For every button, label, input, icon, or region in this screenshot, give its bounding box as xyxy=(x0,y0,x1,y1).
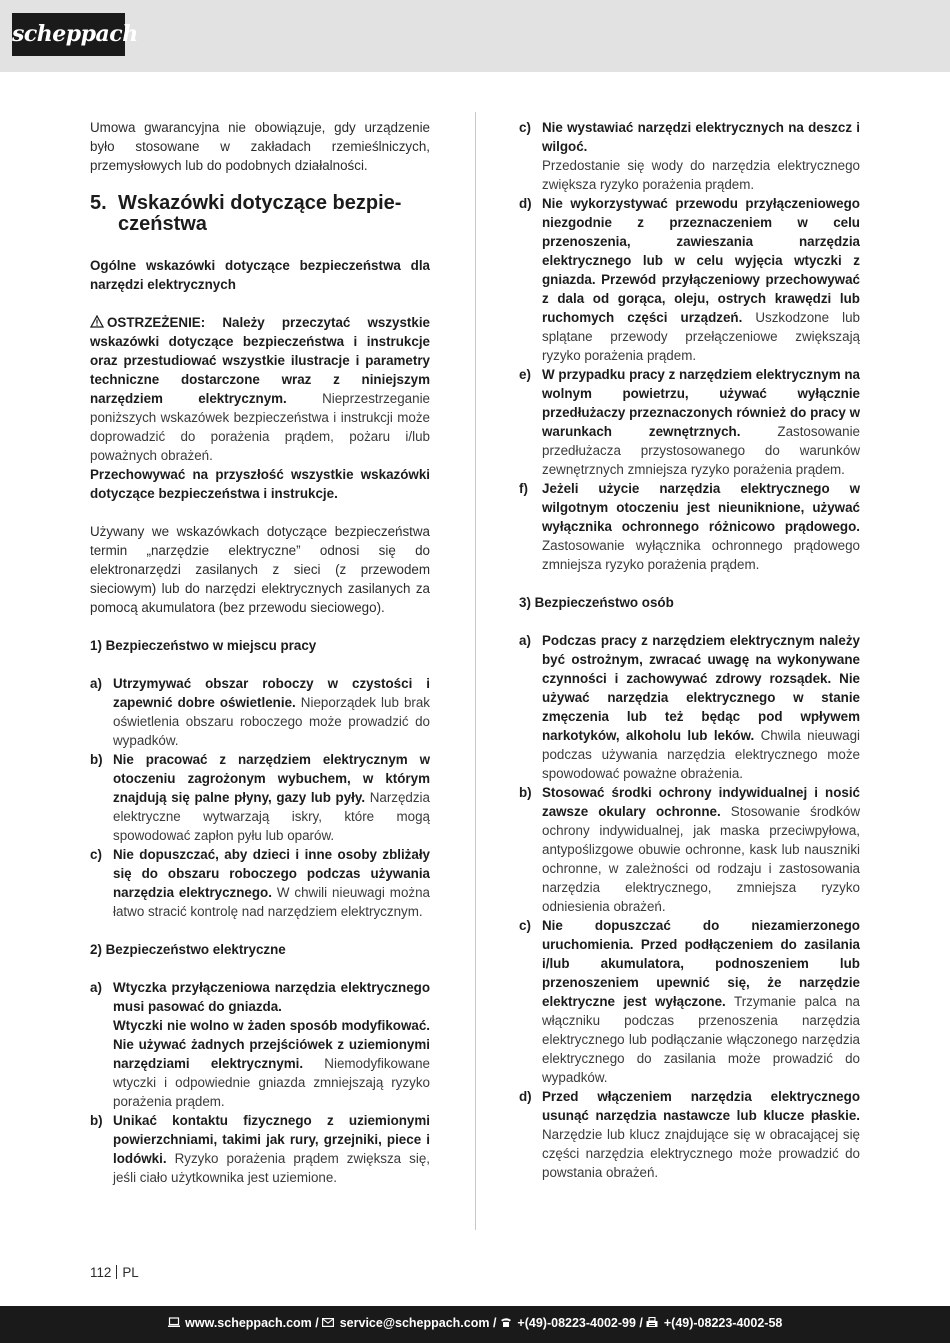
page-number: 112 xyxy=(90,1265,112,1280)
item-text: Narzędzie lub klucz znajdujące się w obracającej się części narzędzia elektrycznego może prowadzić do powstania obrażeń. xyxy=(542,1127,860,1180)
item-mark: b) xyxy=(90,1113,103,1128)
general-safety-heading: Ogólne wskazówki dotyczące bezpieczeństwa dla narzędzi elektrycznych xyxy=(90,258,430,292)
item-text: Trzymanie palca na włączniku podczas przenoszenia narzędzia elektrycznego lub podłączanie włączonego narzędzia elektrycznego do zasilania może prowadzić do wypadków. xyxy=(542,994,860,1085)
item-bold: Stosować środki ochrony indywidualnej i nosić zawsze okulary ochronne. xyxy=(542,785,860,819)
item-mark: a) xyxy=(90,676,102,691)
item-text: Ryzyko porażenia prądem zwiększa się, jeśli ciało użytkownika jest uziemione. xyxy=(113,1151,430,1185)
scheppach-logo: scheppach xyxy=(12,13,125,56)
footer-contact-bar xyxy=(0,1306,950,1343)
footer-separator: / xyxy=(492,1316,497,1330)
list-item xyxy=(90,845,430,921)
warning-block xyxy=(90,313,430,465)
column-divider xyxy=(475,112,476,1230)
list-item xyxy=(90,1111,430,1187)
personal-safety-heading: 3) Bezpieczeństwo osób xyxy=(519,595,674,610)
section-title-line2: czeństwa xyxy=(118,213,207,235)
item-mark: d) xyxy=(519,196,532,211)
item-bold: Nie wystawiać narzędzi elektrycznych na deszcz i wilgoć. xyxy=(542,120,860,154)
warning-bold: OSTRZEŻENIE: Należy przeczytać wszystkie wskazówki dotyczące bezpieczeństwa i instrukcje oraz przestudiować wszystkie ilustracje i parametry techniczne dostarczone wraz z niniejszym narzędziem elektrycznym. xyxy=(90,315,430,406)
item-text: Zastosowanie przedłużacza przystosowanego do warunków zewnętrznych zmniejsza ryzyko porażenia prądem. xyxy=(542,424,861,477)
list-item xyxy=(519,1087,860,1182)
item-text: Niemodyfikowane wtyczki i odpowiednie gniazda zmniejszają ryzyko porażenia prądem. xyxy=(113,1056,430,1109)
section-title-line1: Wskazówki dotyczące bezpie- xyxy=(118,192,402,214)
page-header xyxy=(0,0,950,72)
item-text: Chwila nieuwagi podczas używania narzędzia elektrycznego może spowodować poważne obrażenia. xyxy=(542,728,860,781)
electrical-safety-heading: 2) Bezpieczeństwo elektryczne xyxy=(90,942,286,957)
keep-instructions: Przechowywać na przyszłość wszystkie wskazówki dotyczące bezpieczeństwa i instrukcje. xyxy=(90,467,430,501)
list-item xyxy=(519,631,860,783)
item-bold: Przed włączeniem narzędzia elektrycznego usunąć narzędzia nastawcze lub klucze płaskie. xyxy=(542,1089,860,1123)
warning-triangle-icon xyxy=(90,315,104,328)
item-bold: Jeżeli użycie narzędzia elektrycznego w wilgotnym otoczeniu jest nieuniknione, używać wyłącznika ochronnego różnicowo prądowego. xyxy=(542,481,860,534)
footer-fax[interactable]: +(49)-08223-4002-58 xyxy=(663,1316,783,1330)
item-text: W chwili nieuwagi można łatwo stracić kontrolę nad narzędziem elektrycznym. xyxy=(113,885,430,919)
warranty-note: Umowa gwarancyjna nie obowiązuje, gdy urządzenie było stosowane w zakładach rzemieślniczych, przemysłowych lub do podobnych działalności. xyxy=(90,120,430,173)
list-item xyxy=(90,750,430,845)
item-bold: Nie dopuszczać do niezamierzonego uruchomienia. Przed podłączeniem do zasilania i/lub akumulatora, podnoszeniem lub przenoszeniem upewnić się, że narzędzie elektryczne jest wyłączone. xyxy=(542,918,860,1009)
item-mark: c) xyxy=(90,847,102,862)
list-item xyxy=(90,674,430,750)
list-item xyxy=(519,118,860,194)
page-number-label xyxy=(90,1265,139,1280)
footer-website[interactable]: www.scheppach.com xyxy=(185,1316,312,1330)
warning-normal: Nieprzestrzeganie poniższych wskazówek bezpieczeństwa i instrukcji może doprowadzić do porażenia prądem, pożaru i/lub poważnych obrażeń. xyxy=(90,391,430,463)
footer-separator: / xyxy=(315,1316,319,1330)
page-language: PL xyxy=(122,1265,139,1280)
list-item xyxy=(519,479,860,574)
email-icon xyxy=(322,1317,334,1328)
item-bold: Nie wykorzystywać przewodu przyłączeniowego niezgodnie z przeznaczeniem w celu przenoszenia, zawieszania narzędzia elektrycznego lub w celu wyjęcia wtyczki z gniazda. Przewód przyłączeniowy przechowywać z dala od gorąca, oleju, ostrych krawędzi lub ruchomych części urządzeń. xyxy=(542,196,860,325)
footer-phone[interactable]: +(49)-08223-4002-99 xyxy=(517,1316,636,1330)
list-item xyxy=(519,916,860,1087)
fax-icon xyxy=(646,1317,658,1328)
item-bold: Wtyczka przyłączeniowa narzędzia elektrycznego musi pasować do gniazda. xyxy=(113,980,430,1014)
list-item xyxy=(519,783,860,916)
item-text: Zastosowanie wyłącznika ochronnego prądowego zmniejsza ryzyko porażenia prądem. xyxy=(542,538,860,572)
page-separator xyxy=(116,1265,117,1279)
item-mark: b) xyxy=(519,785,532,800)
item-mark: f) xyxy=(519,481,528,496)
workplace-safety-heading: 1) Bezpieczeństwo w miejscu pracy xyxy=(90,638,317,653)
section-title xyxy=(90,193,430,235)
item-bold: Nie dopuszczać, aby dzieci i inne osoby zbliżały się do obszaru roboczego podczas używania narzędzia elektrycznego. xyxy=(113,847,430,900)
item-text: Uszkodzone lub splątane przewody przełączeniowe zwiększają ryzyko porażenia prądem. xyxy=(542,310,861,363)
list-item xyxy=(519,194,860,365)
left-column xyxy=(90,118,430,1187)
item-mark: a) xyxy=(90,980,102,995)
item-bold: W przypadku pracy z narzędziem elektrycznym na wolnym powietrzu, używać wyłącznie przedłużaczy przeznaczonych również do pracy w warunkach zewnętrznych. xyxy=(542,367,860,439)
item-mark: c) xyxy=(519,120,531,135)
item-bold: Nie pracować z narzędziem elektrycznym w otoczeniu zagrożonym wybuchem, w którym znajdują się palne płyny, gazy lub pyły. xyxy=(113,752,430,805)
item-bold: Wtyczki nie wolno w żaden sposób modyfikować. Nie używać żadnych przejściówek z uziemionymi narzędziami elektrycznymi. xyxy=(113,1018,430,1071)
footer-email[interactable]: service@scheppach.com xyxy=(339,1316,490,1330)
term-definition: Używany we wskazówkach dotyczące bezpieczeństwa termin „narzędzie elektryczne” odnosi się do elektronarzędzi zasilanych z sieci (z przewodem sieciowym) lub do narzędzi elektrycznych zasilanych za pomocą akumulatora (bez przewodu sieciowego). xyxy=(90,524,430,615)
item-text: Przedostanie się wody do narzędzia elektrycznego zwiększa ryzyko porażenia prądem. xyxy=(542,158,860,192)
item-mark: b) xyxy=(90,752,103,767)
phone-icon xyxy=(500,1317,512,1328)
item-text: Narzędzia elektryczne wytwarzają iskry, które mogą spowodować zapłon pyłu lub oparów. xyxy=(113,790,430,843)
right-column xyxy=(519,118,860,1182)
item-bold: Unikać kontaktu fizycznego z uziemionymi powierzchniami, takimi jak rury, grzejniki, piece i lodówki. xyxy=(113,1113,430,1166)
list-item xyxy=(90,978,430,1111)
item-bold: Podczas pracy z narzędziem elektrycznym należy być ostrożnym, zwracać uwagę na wykonywane czynności i zachowywać zdrowy rozsądek. Nie używać narzędzia elektrycznego w stanie zmęczenia lub też będąc pod wpływem narkotyków, alkoholu lub leków. xyxy=(542,633,860,743)
section-number: 5. xyxy=(90,192,107,214)
item-mark: e) xyxy=(519,367,531,382)
item-text: Nieporządek lub brak oświetlenia obszaru roboczego może prowadzić do wypadków. xyxy=(113,695,431,748)
item-text: Stosowanie środków ochrony indywidualnej, jak maska przeciwpyłowa, antypoślizgowe obuwie ochronne, kask lub nauszniki ochronne, w zależności od rodzaju i zastosowania narzędzia elektrycznego, zmniejsza ryzyko odniesienia obrażeń. xyxy=(542,804,860,914)
item-mark: d) xyxy=(519,1089,532,1104)
computer-icon xyxy=(168,1317,180,1328)
item-mark: a) xyxy=(519,633,531,648)
list-item xyxy=(519,365,860,479)
item-mark: c) xyxy=(519,918,531,933)
footer-separator: / xyxy=(639,1316,643,1330)
item-bold: Utrzymywać obszar roboczy w czystości i zapewnić dobre oświetlenie. xyxy=(113,676,430,710)
